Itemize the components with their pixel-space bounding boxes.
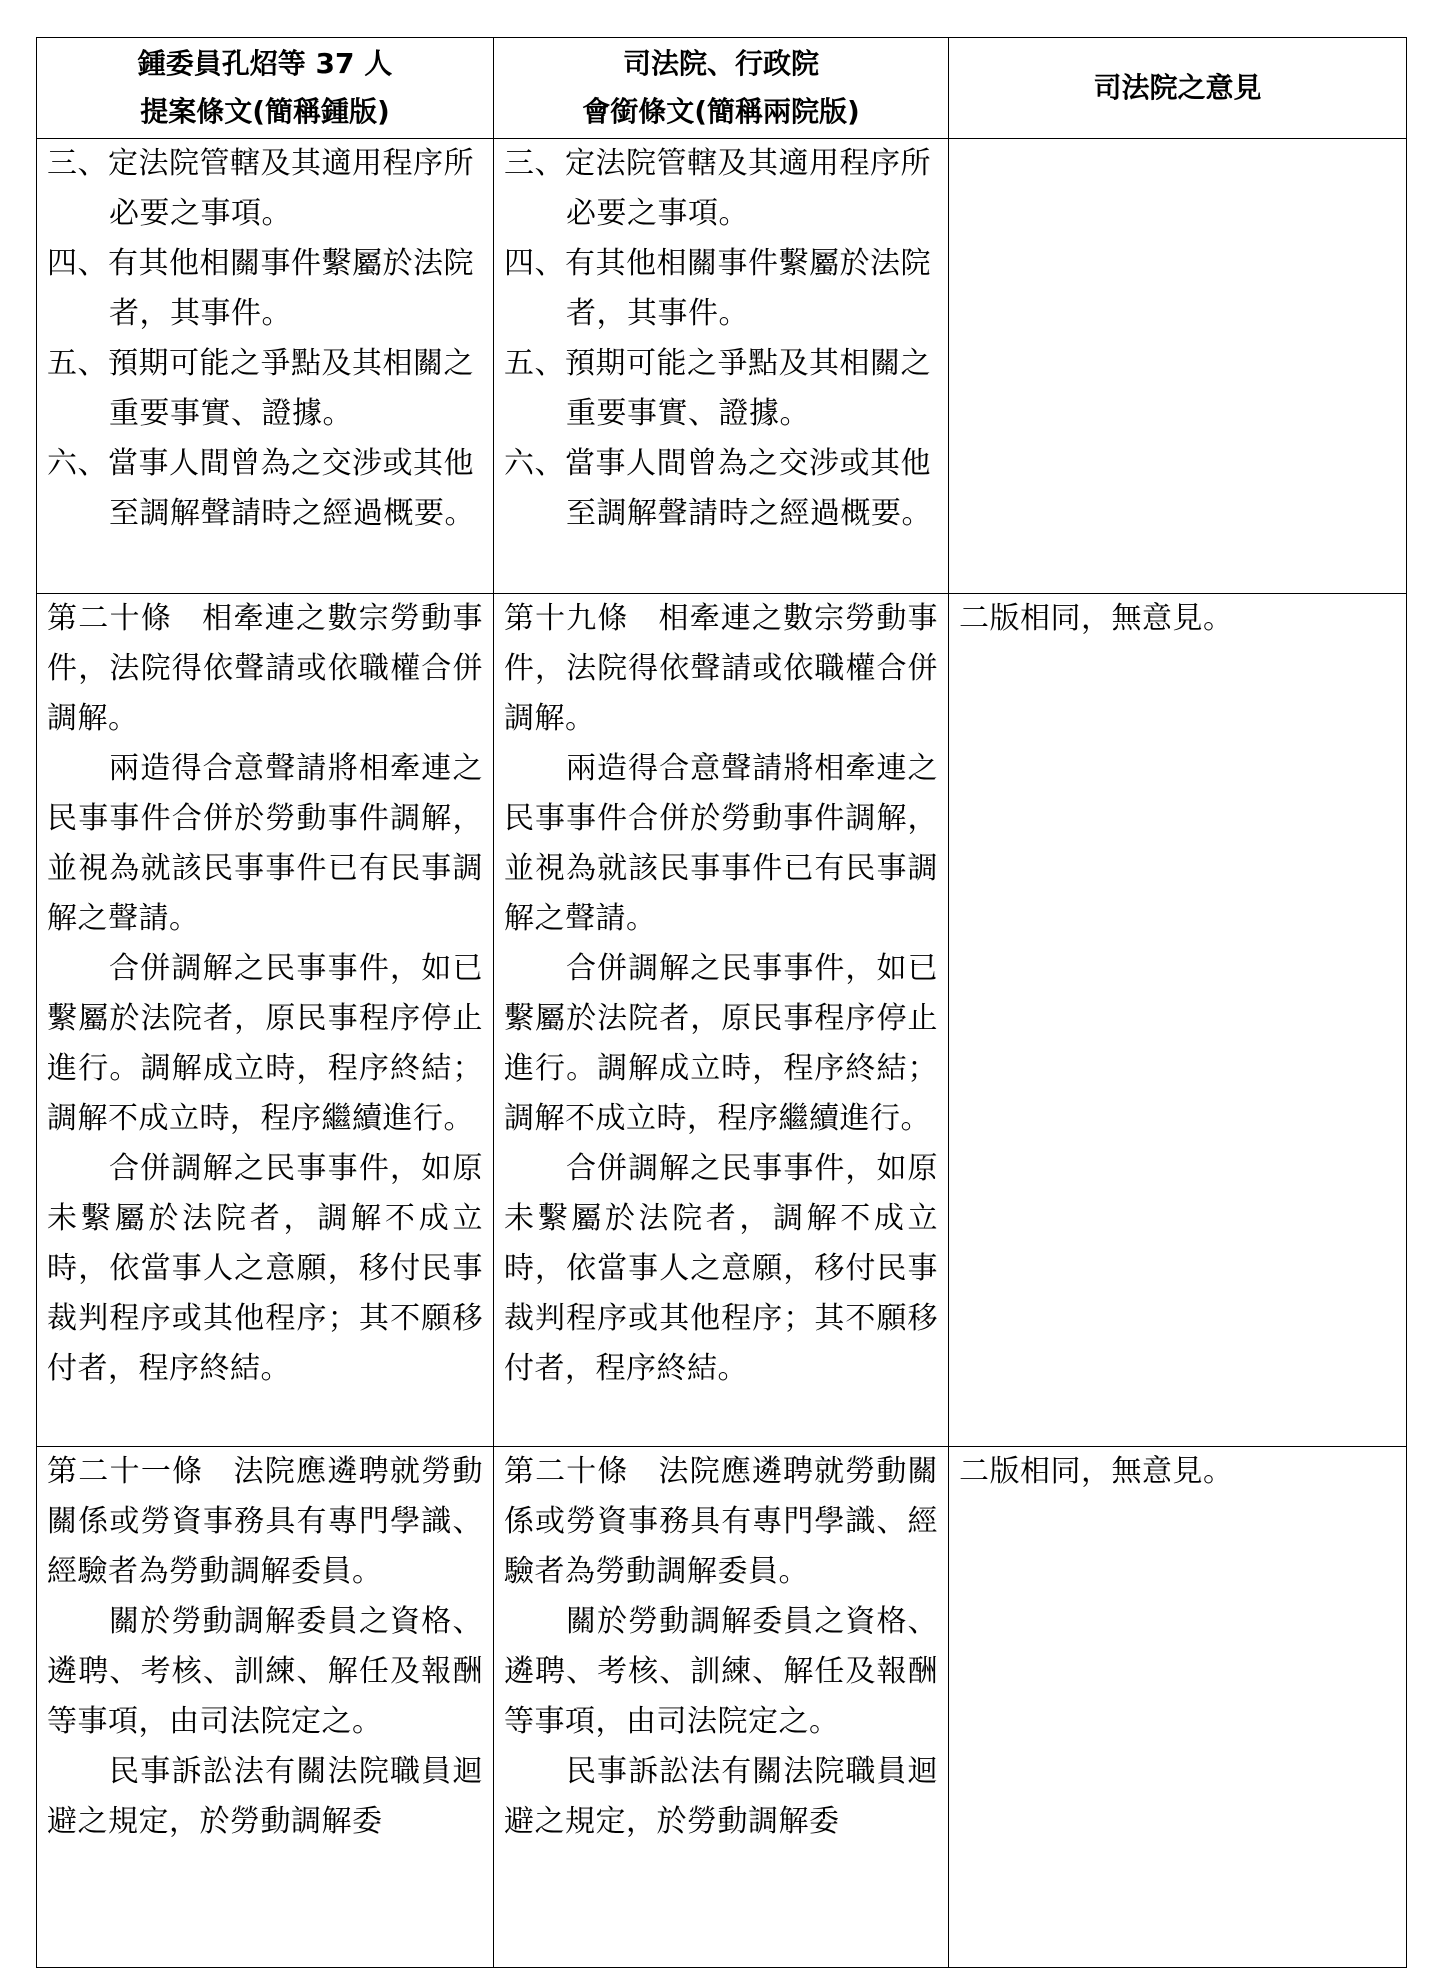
header-col-two-yuan-version	[494, 38, 949, 139]
row2-opinion-cell	[949, 594, 1407, 1447]
article-number: 第二十條	[47, 601, 173, 636]
row2-col1-cell	[37, 594, 494, 1447]
list-item: 五、預期可能之爭點及其相關之重要事實、證據。	[504, 346, 931, 431]
article-text: 相牽連之數宗勞動事件，法院得依聲請或依職權合併調解。	[47, 601, 484, 736]
header-col2-line2: 會銜條文(簡稱兩院版)	[582, 95, 860, 128]
article-paragraph: 關於勞動調解委員之資格、遴聘、考核、訓練、解任及報酬等事項，由司法院定之。	[47, 1604, 483, 1739]
list-item: 三、定法院管轄及其適用程序所必要之事項。	[47, 146, 474, 231]
article-paragraph: 兩造得合意聲請將相牽連之民事事件合併於勞動事件調解，並視為就該民事事件已有民事調解之聲請。	[47, 751, 483, 936]
list-item: 六、當事人間曾為之交涉或其他至調解聲請時之經過概要。	[504, 446, 932, 531]
article-paragraph: 兩造得合意聲請將相牽連之民事事件合併於勞動事件調解，並視為就該民事事件已有民事調解之聲請。	[504, 751, 938, 936]
article-heading	[47, 1447, 483, 1597]
article-paragraph: 民事訴訟法有關法院職員迴避之規定，於勞動調解委	[504, 1754, 938, 1839]
article-number: 第十九條	[504, 601, 629, 636]
list-item: 三、定法院管轄及其適用程序所必要之事項。	[504, 146, 931, 231]
header-col2-line1: 司法院、行政院	[622, 47, 819, 80]
list-item: 六、當事人間曾為之交涉或其他至調解聲請時之經過概要。	[47, 446, 475, 531]
header-col-zhong-version	[37, 38, 494, 139]
article-heading	[504, 1447, 938, 1597]
document-page	[36, 37, 1406, 1968]
article-paragraph: 合併調解之民事事件，如原未繫屬於法院者，調解不成立時，依當事人之意願，移付民事裁判程序或其他程序；其不願移付者，程序終結。	[47, 1151, 483, 1386]
header-col1-line1: 鍾委員孔炤等 37 人	[137, 47, 393, 80]
article-heading	[47, 594, 483, 744]
article-number: 第二十條	[504, 1454, 629, 1489]
row3-col2-cell	[494, 1447, 949, 1968]
list-item: 四、有其他相關事件繫屬於法院者，其事件。	[47, 246, 474, 331]
article-paragraph: 民事訴訟法有關法院職員迴避之規定，於勞動調解委	[47, 1754, 483, 1839]
article-paragraph: 合併調解之民事事件，如原未繫屬於法院者，調解不成立時，依當事人之意願，移付民事裁判程序或其他程序；其不願移付者，程序終結。	[504, 1151, 938, 1386]
article-text: 相牽連之數宗勞動事件，法院得依聲請或依職權合併調解。	[504, 601, 938, 736]
list-item: 四、有其他相關事件繫屬於法院者，其事件。	[504, 246, 931, 331]
table-row	[37, 1447, 1407, 1968]
row1-col2-cell	[494, 139, 949, 594]
row3-col1-cell	[37, 1447, 494, 1968]
row1-opinion-cell	[949, 139, 1407, 594]
article-paragraph: 合併調解之民事事件，如已繫屬於法院者，原民事程序停止進行。調解成立時，程序終結；調解不成立時，程序繼續進行。	[504, 951, 938, 1136]
row2-col2-cell	[494, 594, 949, 1447]
article-text: 法院應遴聘就勞動關係或勞資事務具有專門學識、經驗者為勞動調解委員。	[47, 1454, 484, 1589]
article-paragraph: 合併調解之民事事件，如已繫屬於法院者，原民事程序停止進行。調解成立時，程序終結；調解不成立時，程序繼續進行。	[47, 951, 483, 1136]
article-paragraph: 關於勞動調解委員之資格、遴聘、考核、訓練、解任及報酬等事項，由司法院定之。	[504, 1604, 938, 1739]
row1-col1-cell	[37, 139, 494, 594]
article-heading	[504, 594, 938, 744]
opinion-text: 二版相同，無意見。	[959, 1454, 1234, 1489]
list-item: 五、預期可能之爭點及其相關之重要事實、證據。	[47, 346, 474, 431]
table-header-row	[37, 38, 1407, 139]
article-number: 第二十一條	[47, 1454, 204, 1489]
comparison-table	[36, 37, 1407, 1968]
header-col1-line2: 提案條文(簡稱鍾版)	[140, 95, 390, 128]
row3-opinion-cell	[949, 1447, 1407, 1968]
article-text: 法院應遴聘就勞動關係或勞資事務具有專門學識、經驗者為勞動調解委員。	[504, 1454, 938, 1589]
header-col-judicial-opinion: 司法院之意見	[949, 38, 1407, 139]
table-row	[37, 594, 1407, 1447]
table-row	[37, 139, 1407, 594]
opinion-text: 二版相同，無意見。	[959, 601, 1234, 636]
